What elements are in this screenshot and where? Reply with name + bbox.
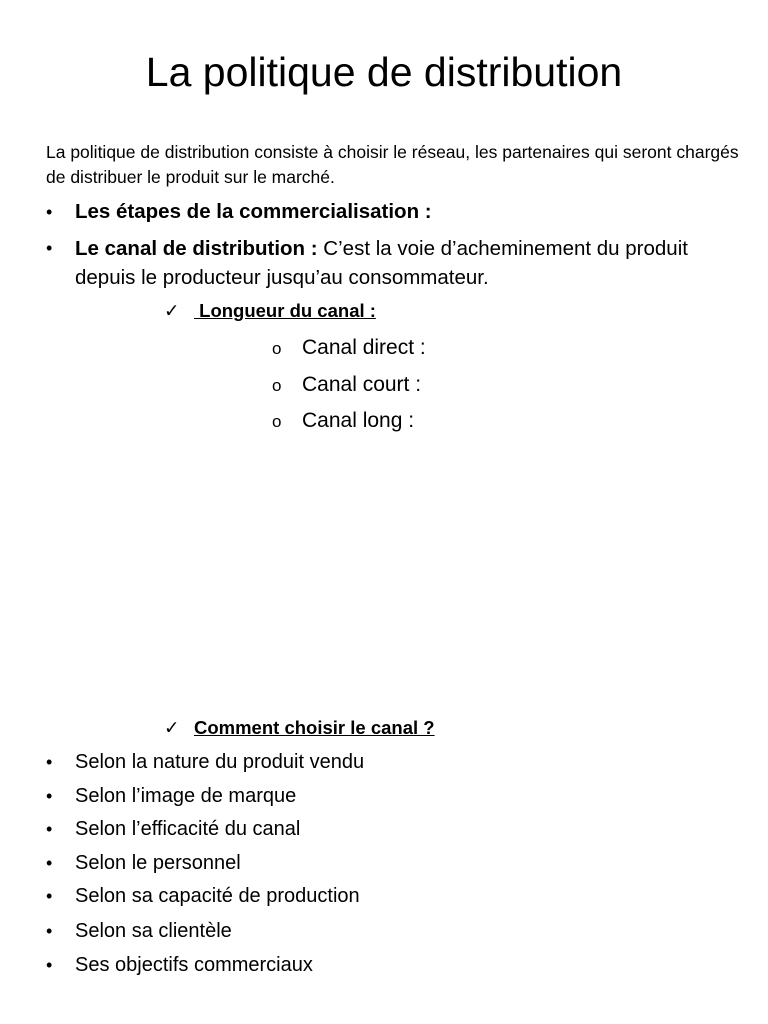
bullet-dot: • [46, 752, 53, 772]
list-item-canal-direct [272, 334, 426, 363]
bullet-dot: • [46, 786, 53, 806]
criterion-label: Selon l’efficacité du canal [75, 818, 301, 840]
checkmark-icon: ✓ [164, 300, 180, 321]
circle-bullet-icon: o [272, 339, 282, 358]
circle-bullet-icon: o [272, 412, 282, 431]
list-item-label: Canal long : [302, 409, 415, 432]
bullet-dot: • [46, 819, 53, 839]
circle-bullet-icon: o [272, 376, 282, 395]
bullet-dot: • [46, 921, 53, 941]
criterion-label: Selon la nature du produit vendu [75, 751, 365, 773]
criterion-label: Selon le personnel [75, 852, 241, 874]
bullet-canal-definition: C’est la voie d’acheminement du produit depuis le producteur jusqu’au consommateur. [75, 237, 688, 289]
criterion-label: Selon sa clientèle [75, 920, 232, 942]
checkmark-icon: ✓ [164, 717, 180, 738]
list-item-canal-court [272, 371, 421, 400]
bullet-dot: • [46, 238, 53, 258]
list-item-canal-long [272, 407, 414, 436]
section-choix [164, 715, 435, 741]
bullet-etapes-label: Les étapes de la commercialisation : [75, 200, 432, 223]
page-title: La politique de distribution [145, 49, 623, 95]
bullet-dot: • [46, 853, 53, 873]
bullet-dot: • [46, 886, 53, 906]
bullet-canal-label: Le canal de distribution : [75, 237, 318, 260]
bullet-canal-text [75, 234, 715, 292]
list-item-label: Canal court : [302, 373, 422, 396]
choix-heading: Comment choisir le canal ? [194, 717, 435, 738]
intro-paragraph: La politique de distribution consiste à choisir le réseau, les partenaires qui seront chargés de distribuer le produit sur le marché. [46, 142, 739, 187]
criterion-label: Selon l’image de marque [75, 785, 297, 807]
criterion-label: Ses objectifs commerciaux [75, 954, 313, 976]
criterion-label: Selon sa capacité de production [75, 885, 360, 907]
longueur-heading: Longueur du canal : [194, 300, 376, 321]
bullet-dot: • [46, 955, 53, 975]
list-item-label: Canal direct : [302, 336, 426, 359]
bullet-dot: • [46, 202, 53, 222]
section-longueur [164, 298, 376, 324]
